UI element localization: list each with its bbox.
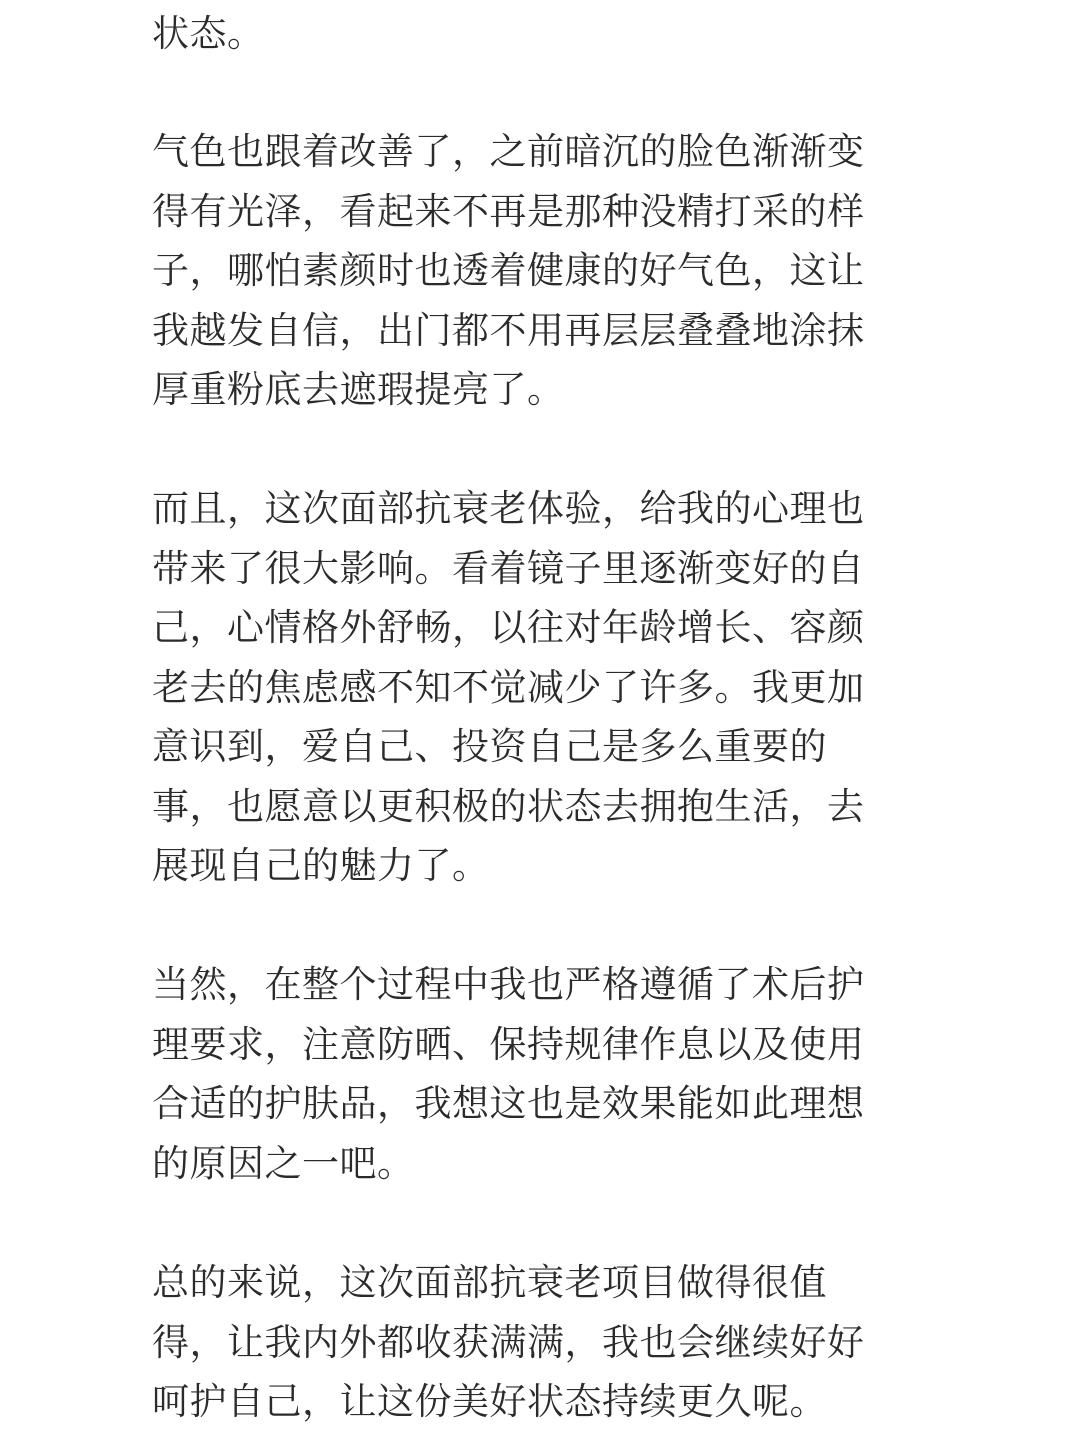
text-line: 意识到，爱自己、投资自己是多么重要的 [152,725,827,768]
text-line: 厚重粉底去遮瑕提亮了。 [152,368,565,411]
text-line: 展现自己的魅力了。 [152,844,490,887]
paragraph-2 [152,122,912,420]
text-line: 当然，在整个过程中我也严格遵循了术后护 [152,963,865,1006]
text-line: 老去的焦虑感不知不觉减少了许多。我更加 [152,665,865,709]
text-line: 得，让我内外都收获满满，我也会继续好好 [152,1320,865,1364]
text-line: 理要求，注意防晒、保持规律作息以及使用 [152,1022,865,1066]
text-line: 带来了很大影响。看着镜子里逐渐变好的自 [152,546,865,590]
text-line: 己，心情格外舒畅，以往对年龄增长、容颜 [152,606,865,649]
text-line: 总的来说，这次面部抗衰老项目做得很值 [152,1261,827,1304]
paragraph-4 [152,955,912,1193]
text-line: 得有光泽，看起来不再是那种没精打采的样 [152,189,865,233]
text-line: 合适的护肤品，我想这也是效果能如此理想 [152,1082,865,1125]
paragraph-1 [152,4,912,64]
text-line: 而且，这次面部抗衰老体验，给我的心理也 [152,487,865,530]
paragraph-3 [152,479,912,896]
text-line: 状态。 [152,12,265,55]
text-line: 事，也愿意以更积极的状态去拥抱生活，去 [152,784,865,828]
text-line: 呵护自己，让这份美好状态持续更久呢。 [152,1380,827,1423]
text-line: 我越发自信，出门都不用再层层叠叠地涂抹 [152,308,865,352]
paragraph-5 [152,1253,912,1432]
text-line: 子，哪怕素颜时也透着健康的好气色，这让 [152,249,865,292]
text-line: 的原因之一吧。 [152,1141,415,1185]
text-line: 气色也跟着改善了，之前暗沉的脸色渐渐变 [152,130,865,173]
